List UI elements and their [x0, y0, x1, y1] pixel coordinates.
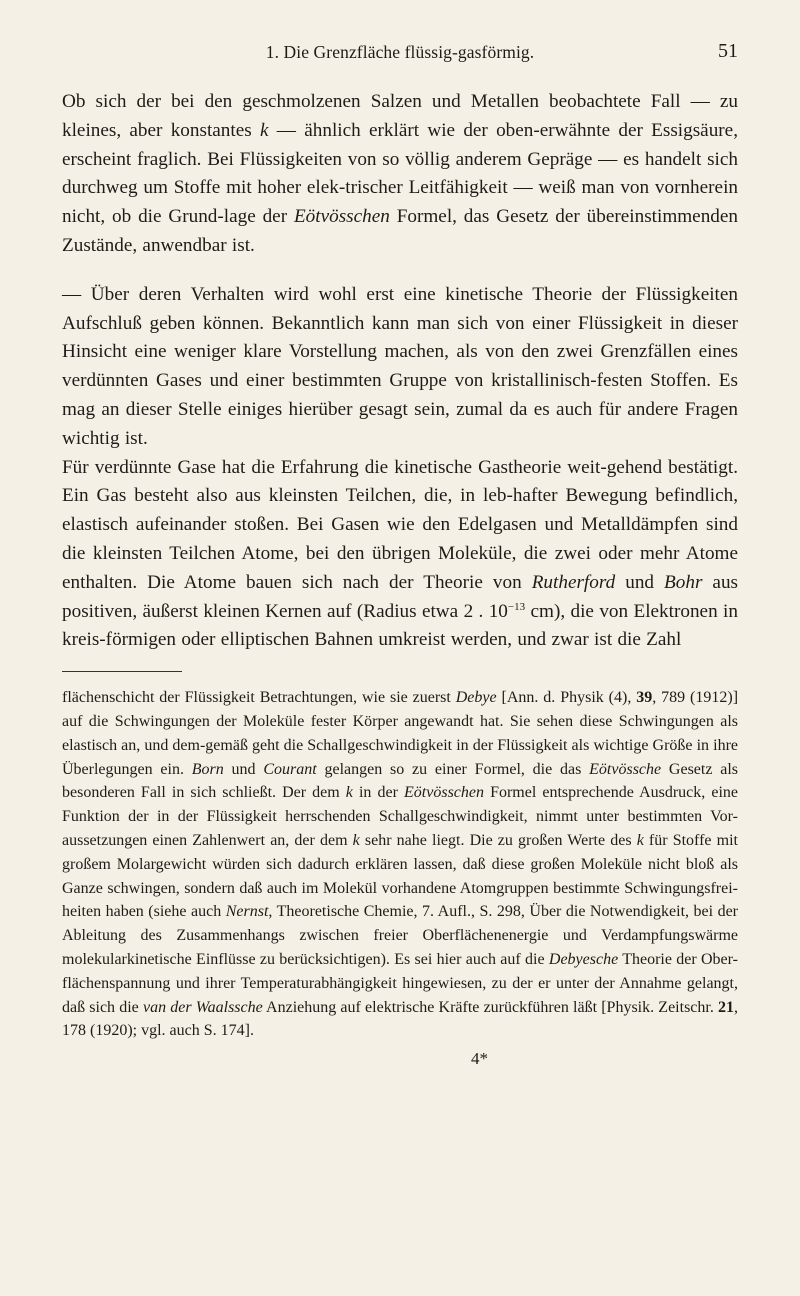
- name-rutherford: Rutherford: [531, 571, 616, 593]
- volume-number: 21: [718, 998, 735, 1016]
- name-debyesche: Debyesche: [548, 950, 619, 968]
- text-run: sehr nahe liegt. Die zu großen Werte des: [359, 831, 637, 849]
- text-run: für Stoffe mit großem Molargewicht würden sich dadurch erklären lassen, daß diese großen Moleküle nicht bloß als Ganze schwingen, sondern daß auch im Molekül vorhandene Atomgruppen bestimmte Schwingungsfrei-heiten haben (siehe auch: [62, 831, 738, 921]
- chapter-title: 1. Die Grenzfläche flüssig-gasförmig.: [265, 42, 535, 62]
- volume-number: 39: [636, 689, 653, 707]
- text-run: Ob sich der bei den geschmolzenen Salzen und Metallen beobachtete Fall — zu kleines, aber konstantes: [62, 91, 738, 141]
- text-run: , 789 (1912)] auf die Schwingungen der Moleküle fester Körper angewandt hat. Sie sehen diese Schwingungen als elastisch an, und dem-gemäß geht die Schallgeschwindigkeit in der Flüssigkeit als wichtige Größe in ihre Überlegungen ein.: [62, 689, 739, 778]
- footnote-divider: [62, 671, 182, 672]
- text-run: Anziehung auf elektrische Kräfte zurückführen läßt [Physik. Zeitschr.: [262, 998, 719, 1016]
- main-text: [62, 88, 738, 655]
- symbol-k: k: [345, 784, 353, 802]
- text-run: , 178 (1920); vgl. auch S. 174].: [62, 998, 739, 1040]
- text-run: flächenschicht der Flüssigkeit Betrachtungen, wie sie zuerst: [62, 689, 456, 707]
- name-van-der-waals: van der Waalssche: [142, 998, 263, 1016]
- symbol-k: k: [352, 831, 360, 849]
- name-bohr: Bohr: [664, 571, 703, 593]
- text-run: Theorie der Ober-flächenspannung und ihrer Temperaturabhängigkeit hingewiesen, zu der er unter der Annahme gelangt, daß sich die: [62, 950, 738, 1016]
- text-run: Formel entsprechende Ausdruck, eine Funktion der in der Flüssigkeit herrschenden Schallgeschwindigkeit, nimmt unter bestimmten Vor-aussetzungen einen Zahlenwert an, der dem: [62, 784, 739, 849]
- text-run: Gesetz als besonderen Fall in sich schließt. Der dem: [62, 760, 739, 802]
- text-run: aus positiven, äußerst kleinen Kernen auf (Radius etwa 2 . 10: [62, 571, 739, 622]
- name-courant: Courant: [263, 760, 317, 778]
- paragraph-1: [62, 88, 738, 261]
- text-run: und: [615, 571, 665, 593]
- text-run: Für verdünnte Gase hat die Erfahrung die kinetische Gastheorie weit-gehend bestätigt. Ein Gas besteht also aus kleinsten Teilchen, die, in leb-hafter Bewegung befindlich, elastisch aufeinander stoßen. Bei Gasen wie den Edelgasen und Metalldämpfen sind die kleinsten Teilchen Atome, bei den übrigen Moleküle, die zwei oder mehr Atome enthalten. Die Atome bauen sich nach der Theorie von: [62, 456, 738, 593]
- sheet-signature: 4*: [471, 1049, 488, 1069]
- page-number: 51: [718, 40, 738, 62]
- text-run: Formel, das Gesetz der übereinstimmenden Zustände, anwendbar ist.: [62, 206, 738, 256]
- footnote-text: [62, 686, 738, 1043]
- text-run: in der: [352, 784, 405, 802]
- name-born: Born: [191, 760, 224, 778]
- paragraph-3: [62, 454, 738, 656]
- name-eotvos: Eötvösschen: [293, 206, 390, 228]
- text-run: cm), die von Elektronen in kreis-förmigen oder elliptischen Bahnen umkreist werden, und zwar ist die Zahl: [62, 600, 738, 651]
- symbol-k: k: [259, 119, 269, 141]
- page: [62, 38, 738, 1069]
- name-debye: Debye: [455, 689, 497, 707]
- exponent: −13: [507, 600, 526, 613]
- name-eotvosschen: Eötvösschen: [404, 784, 484, 802]
- text-run: und: [223, 760, 264, 778]
- text-run: , Theoretische Chemie, 7. Aufl., S. 298, Über die Notwendigkeit, bei der Ableitung des Zusammenhangs zwischen freier Oberflächenenergie und Verdampfungswärme molekularkinetische Einflüsse zu berücksichtigen). Es sei hier auch auf die: [62, 903, 739, 968]
- symbol-k: k: [636, 831, 644, 849]
- name-nernst: Nernst: [225, 903, 269, 921]
- text-run: gelangen so zu einer Formel, die das: [316, 760, 590, 778]
- footnote: [62, 686, 738, 1043]
- paragraph-2: — Über deren Verhalten wird wohl erst eine kinetische Theorie der Flüssigkeiten Aufschluß geben können. Bekanntlich kann man sich von einer Flüssigkeit in dieser Hinsicht eine weniger klare Vorstellung machen, als von den zwei Grenzfällen eines verdünnten Gases und einer bestimmten Gruppe von kristallinisch-festen Stoffen. Es mag an dieser Stelle einiges hierüber gesagt sein, zumal da es auch für andere Fragen wichtig ist.: [62, 283, 738, 449]
- text-run: [Ann. d. Physik (4),: [496, 689, 637, 707]
- text-run: — ähnlich erklärt wie der oben-erwähnte der Essigsäure, erscheint fraglich. Bei Flüssigkeiten von so völlig anderem Gepräge — es handelt sich durchweg um Stoffe mit hoher elek-trischer Leitfähigkeit — weiß man von vornherein nicht, ob die Grund-lage der: [62, 119, 738, 228]
- running-header: [62, 38, 738, 76]
- name-eotvossche: Eötvössche: [589, 760, 662, 778]
